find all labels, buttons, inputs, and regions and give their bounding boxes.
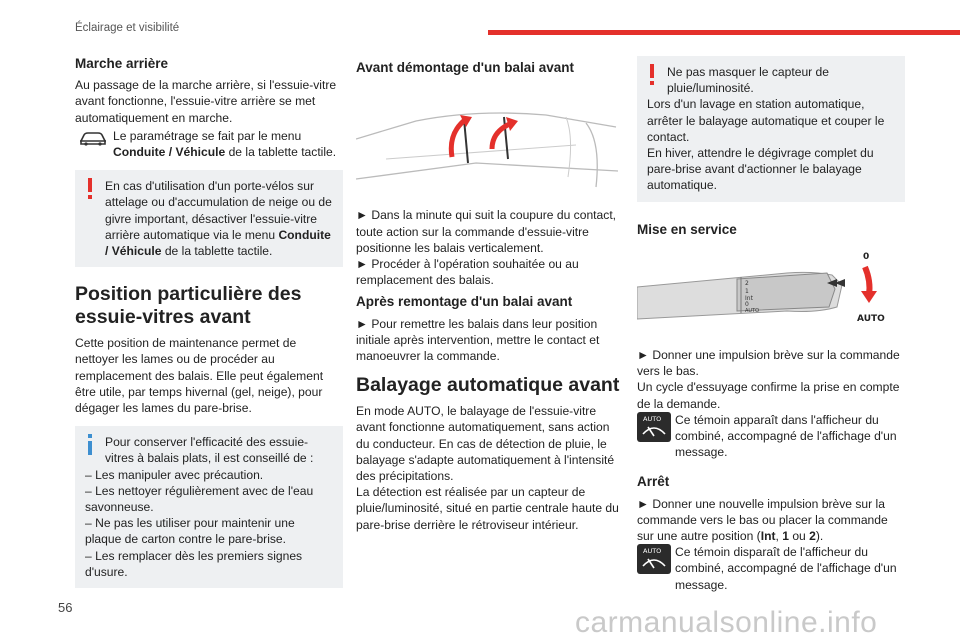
- off-1: 1: [782, 529, 789, 544]
- paragraph-on-3: Ce témoin apparaît dans l'afficheur du combiné, accompagné de l'affichage d'un message.: [675, 412, 897, 460]
- header-accent-bar: [488, 30, 960, 35]
- paragraph-before-1: ► Dans la minute qui suit la coupure du contact, toute action sur la commande d'essuie-vitre positionne les balais verticalement.: [356, 208, 617, 255]
- sensor-warning-text: Ne pas masquer le capteur de pluie/luminosité.: [667, 65, 830, 96]
- setting-text: Le paramétrage se fait par le menu: [113, 128, 302, 143]
- info-item-1: – Les manipuler avec précaution.: [85, 467, 264, 482]
- warning-text: En cas d'utilisation d'un porte-vélos sur attelage ou d'accumulation de neige ou de givre important, désactiver l'essuie-vitre arrière automatique via le menu: [105, 179, 332, 242]
- column-2: [356, 56, 624, 533]
- info-item-2: – Les nettoyer régulièrement avec de l'eau savonneuse.: [85, 483, 314, 515]
- watermark: carmanualsonline.info: [575, 606, 878, 639]
- setting-text-end: de la tablette tactile.: [225, 145, 337, 160]
- chapter-title: Éclairage et visibilité: [75, 22, 180, 34]
- stalk-label-0: 0: [863, 251, 870, 262]
- column-1: [75, 56, 343, 598]
- setting-menu: Conduite / Véhicule: [113, 145, 226, 160]
- auto-wiper-indicator-icon: [637, 412, 673, 442]
- info-intro: Pour conserver l'efficacité des essuie-vitres à balais plats, il est conseillé de :: [105, 435, 314, 466]
- stalk-pos-0: 0: [745, 300, 749, 308]
- heading-reverse: Marche arrière: [75, 56, 169, 71]
- info-item-4: – Les remplacer dès les premiers signes d'usure.: [85, 548, 303, 579]
- wiper-illustration: [356, 87, 618, 195]
- paragraph-on-2: Un cycle d'essuyage confirme la prise en compte de la demande.: [637, 380, 900, 411]
- heading-stop: Arrêt: [637, 474, 670, 490]
- info-box: [75, 426, 343, 588]
- paragraph-reverse: Au passage de la marche arrière, si l'essuie-vitre avant fonctionne, l'essuie-vitre arrière se met automatiquement en marche.: [75, 78, 337, 125]
- auto-indicator-off: [637, 544, 905, 593]
- setting-note: [75, 128, 343, 160]
- sensor-warning-p2: En hiver, attendre le dégivrage complet du pare-brise avant d'actionner le balayage automatique.: [647, 146, 874, 193]
- paragraph-on-1: ► Donner une impulsion brève sur la commande vers le bas.: [637, 348, 900, 379]
- sensor-warning-box: [637, 56, 905, 202]
- auto-wiper-indicator-icon: [637, 544, 673, 574]
- warning-icon: [647, 64, 657, 86]
- paragraph-position: Cette position de maintenance permet de nettoyer les lames ou de procéder au remplacement des balais. Elle peut également être utile, par temps hivernal (gel, neige), pour dégager les lames du pare-brise.: [75, 336, 324, 416]
- page-number: 56: [58, 600, 73, 615]
- paragraph-after: ► Pour remettre les balais dans leur position initiale après intervention, mettre le contact et manoeuvrer la commande.: [356, 316, 600, 364]
- off-2: 2: [809, 529, 816, 544]
- auto-indicator-on: [637, 412, 905, 461]
- stalk-pos-auto: AUTO: [745, 307, 760, 314]
- off-text: ► Donner une nouvelle impulsion brève sur la commande vers le bas ou placer la commande sur une autre position (: [637, 496, 888, 544]
- heading-activation: Mise en service: [637, 221, 737, 237]
- heading-position: Position particulière des essuie-vitres avant: [75, 283, 302, 329]
- heading-after-refit: Après remontage d'un balai avant: [356, 294, 573, 310]
- stalk-pos-int: Int: [745, 294, 753, 302]
- car-icon: [75, 128, 111, 148]
- info-item-3: – Ne pas les utiliser pour maintenir une plaque de carton contre le pare-brise.: [85, 516, 295, 547]
- paragraph-before-2: ► Procéder à l'opération souhaitée ou au remplacement des balais.: [356, 257, 579, 288]
- paragraph-auto-1: En mode AUTO, le balayage de l'essuie-vitre avant fonctionne automatiquement, sans action du conducteur. En cas de détection de pluie, le balayage s'adapte automatiquement à l'intensité des précipitations.: [356, 404, 615, 484]
- stalk-label-auto: AUTO: [857, 313, 885, 324]
- off-int: Int: [760, 529, 776, 544]
- warning-icon: [85, 178, 95, 200]
- warning-menu: Conduite / Véhicule: [105, 227, 331, 259]
- column-3: Ne pas masquer le capteur de pluie/luminosité. Lors d'un lavage en station automatique, arrêter le balayage automatique et couper le contact. En hiver, attendre le dégivrage complet du pare-brise avant d'actionner le balayage automatique. Mise en service 2 1 Int 0 AUTO 0 AUTO ► Donner une impulsion brève sur la commande vers le bas. Un cycle d'essuyage confirme la prise en compte de la demande. AUTO Ce témoin apparaît dans l'afficheur du combiné, accompagné de l'affichage d'un message. Arrêt ► Donner une nouvelle impulsion brève sur la commande vers le bas ou placer la commande sur une autre position (Int, 1 ou 2). AUTO Ce témoin disparaît de l'afficheur du combiné, accompagné de l'affichage d'un message.: [637, 56, 905, 593]
- paragraph-auto-2: La détection est réalisée par un capteur de pluie/luminosité, situé en partie centrale haute du pare-brise derrière le rétroviseur intérieur.: [356, 485, 619, 532]
- sensor-warning-p1: Lors d'un lavage en station automatique, arrêter le balayage automatique et couper le contact.: [647, 97, 885, 144]
- wiper-stalk-illustration: [637, 249, 899, 337]
- stalk-pos-2: 2: [745, 279, 749, 287]
- paragraph-off-2: Ce témoin disparaît de l'afficheur du combiné, accompagné de l'affichage d'un message.: [675, 545, 897, 592]
- warning-box: [75, 170, 343, 267]
- auto-label: AUTO: [643, 414, 662, 423]
- stalk-pos-1: 1: [745, 287, 749, 295]
- heading-auto-wipe: Balayage automatique avant: [356, 374, 620, 397]
- heading-before-removal: Avant démontage d'un balai avant: [356, 60, 574, 75]
- info-icon: [85, 434, 95, 456]
- warning-text-end: de la tablette tactile.: [161, 244, 273, 259]
- auto-label: AUTO: [643, 547, 662, 556]
